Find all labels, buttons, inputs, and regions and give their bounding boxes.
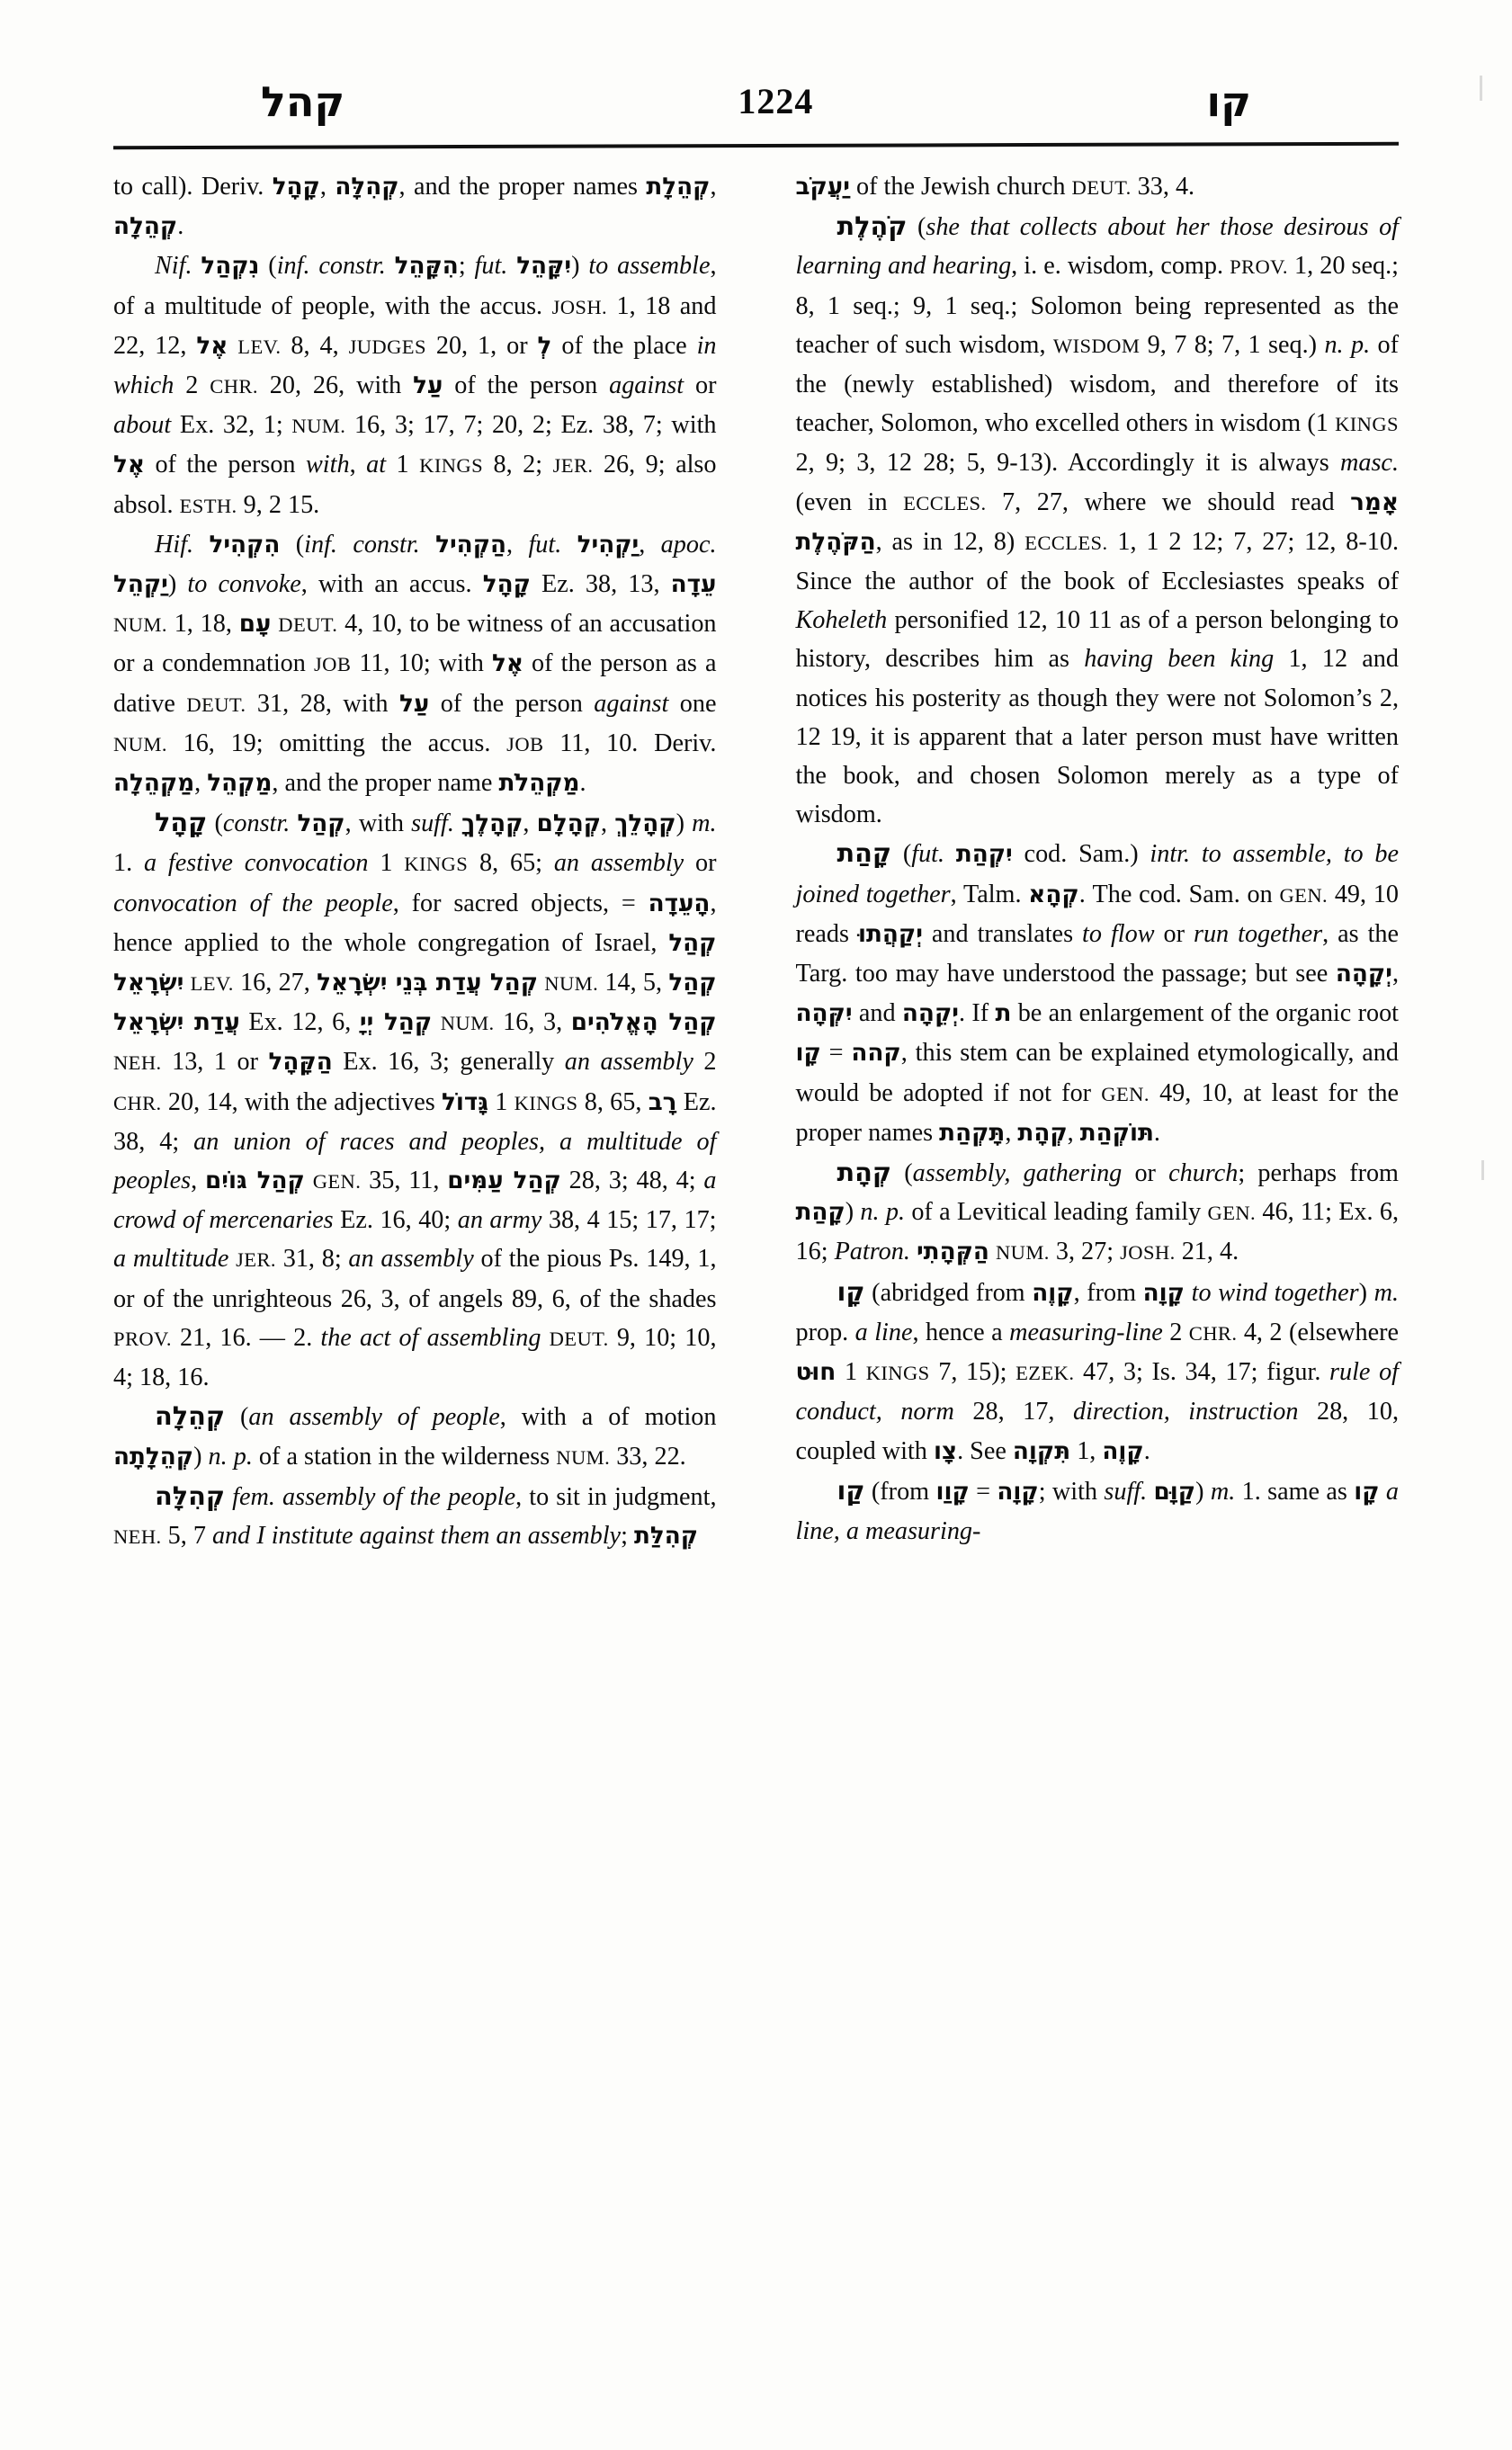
emphasis-text: about <box>113 411 172 440</box>
hebrew-word: תָּקְהַת <box>939 1119 1006 1147</box>
emphasis-text: to assemble <box>588 252 711 281</box>
hebrew-word: יִקְהַת <box>955 841 1013 869</box>
scripture-reference: DEUT. <box>1071 176 1132 199</box>
hebrew-word: יְקָהָה <box>1335 961 1392 988</box>
scripture-reference: KINGS <box>514 1091 578 1114</box>
hebrew-word: יְקַהֲתוּ <box>857 920 923 948</box>
hebrew-word: אֶל <box>113 452 145 479</box>
emphasis-text: an union of races and peoples, a multitude of peoples <box>113 1127 717 1195</box>
hebrew-word: קְהַל עֲדַת יִשְׂרָאֵל <box>113 970 717 1037</box>
scripture-reference: KINGS <box>1335 413 1399 436</box>
emphasis-text: Nif. <box>155 252 192 281</box>
emphasis-text: and I institute against them an assembly <box>211 1521 622 1550</box>
scripture-reference: NUM. <box>113 732 167 756</box>
hebrew-word: גָּדוֹל <box>441 1088 488 1116</box>
entry-paragraph-qehelah: קְהֵלָה (an assembly of people, with a of motion קְהֵלָתָה) n. p. of a station in the wilderness NUM. 33, 22. <box>113 1400 717 1471</box>
emphasis-text: the act of assembling <box>320 1323 541 1352</box>
emphasis-text: n. p. <box>860 1198 906 1227</box>
entry-paragraph-qahal-noun: קָהָל (constr. קְהַל, with suff. קְהָלֶךָ, קְהָלָם, קְהָלֵךְ) m. 1. a festive convocation 1 KINGS 8, 65; an assembly or convocation of the people, for sacred objects, = הָעֵדָה, hence applied to the whole congregation of Israel, קְהַל יִשְׂרָאֵל LEV. 16, 27, קְהַל עֲדַת בְּנֵי יִשְׂרָאֵל NUM. 14, 5, קְהַל עֲדַת יִשְׂרָאֵל Ex. 12, 6, קְהַל יְיָ NUM. 16, 3, קְהַל הָאֱלֹהִים NEH. 13, 1 or הַקָּהָל Ex. 16, 3; generally an assembly 2 CHR. 20, 14, with the adjectives גָּדוֹל 1 KINGS 8, 65, רָב Ez. 38, 4; an union of races and peoples, a multitude of peoples, קְהַל גּוֹיִם GEN. 35, 11, קְהַל עַמִּים 28, 3; 48, 4; a crowd of mercenaries Ez. 16, 40; an army 38, 4 15; 17, 17; a multitude JER. 31, 8; an assembly of the pious Ps. 149, 1, or of the unrighteous 26, 3, of angels 89, 6, of the shades PROV. 21, 16. — 2. the act of assembling DEUT. 9, 10; 10, 4; 18, 16. <box>113 807 717 1392</box>
hebrew-word: תִּקְוָה <box>1012 1437 1071 1465</box>
hebrew-word: יְקֵהָה <box>901 1000 959 1028</box>
hebrew-word: הִקָּהֵל <box>394 253 459 281</box>
scripture-reference: GEN. <box>1279 883 1329 907</box>
emphasis-text: intr. to assemble, to be joined together <box>795 840 1399 908</box>
hebrew-word: קָוַו <box>935 1478 970 1506</box>
hebrew-word: קְהֵלָת <box>646 174 711 201</box>
emphasis-text: to wind together <box>1191 1278 1359 1307</box>
scripture-reference: NUM. <box>995 1241 1050 1265</box>
scripture-reference: GEN. <box>1207 1202 1257 1225</box>
hebrew-word: קָו <box>837 1275 865 1307</box>
hebrew-word: יִקְּהָה <box>795 1000 853 1028</box>
scan-edge-mark <box>1481 1160 1484 1180</box>
hebrew-word: קְהַל עֲדַת בְּנֵי יִשְׂרָאֵל <box>317 970 539 997</box>
scripture-reference: NUM. <box>544 972 599 996</box>
entry-paragraph-yaaqov-cont: יַעֲקֹב of the Jewish church DEUT. 33, 4. <box>795 173 1195 201</box>
running-head-left-headword: קהל <box>261 77 345 126</box>
scripture-reference: LEV. <box>237 335 282 358</box>
hebrew-word: קְהִלַּת <box>633 1522 699 1550</box>
hebrew-word: הַקְּהָתִי <box>916 1238 989 1266</box>
hebrew-word: קְהֵלָה <box>113 213 178 241</box>
emphasis-text: n. p. <box>1324 330 1371 359</box>
emphasis-text: against <box>594 689 669 718</box>
entry-paragraph-qahath-verb: קָהַת (fut. יִקְהַת cod. Sam.) intr. to assemble, to be joined together, Talm. קְהָא. The cod. Sam. on GEN. 49, 10 reads יְקַהֲתוּ and translates to flow or run together, as the Targ. too may have understood the passage; but see יְקָהָה, יִקְּהָה and יְקֵהָה. If ת be an enlargement of the organic root קָו = קהה, this stem can be explained etymologically, and would be adopted if not for GEN. 49, 10, at least for the proper names תָּקְהַת, קְהָת, תּוֹקְהַת. <box>795 837 1400 1147</box>
hebrew-word: קַוָּם <box>1153 1478 1196 1506</box>
emphasis-text: in which <box>113 331 717 400</box>
scripture-reference: ESTH. <box>179 494 237 517</box>
emphasis-text: an assembly <box>553 849 684 878</box>
hebrew-word: קָו <box>795 1040 821 1068</box>
hebrew-word: רָב <box>648 1088 677 1116</box>
emphasis-text: direction, instruction <box>1072 1398 1299 1426</box>
emphasis-text: convocation of the people <box>113 889 393 917</box>
emphasis-text: constr. <box>222 809 291 838</box>
hebrew-word: מַקְהֵל <box>207 770 273 798</box>
emphasis-text: suff. <box>411 809 454 838</box>
emphasis-text: measuring-line <box>1009 1318 1163 1346</box>
scripture-reference: DEUT. <box>186 693 246 716</box>
scripture-reference: CHR. <box>210 375 258 398</box>
emphasis-text: an assembly <box>564 1048 693 1077</box>
hebrew-word: קַו <box>837 1474 865 1506</box>
emphasis-text: a crowd of mercenaries <box>113 1167 717 1235</box>
hebrew-word: קָוָה <box>997 1478 1039 1506</box>
hebrew-word: הַקְהִיל <box>435 531 507 559</box>
emphasis-text: an army <box>457 1206 542 1235</box>
hebrew-word: חוּט <box>795 1359 837 1387</box>
hebrew-word: יַקְהֵל <box>113 571 168 599</box>
scripture-reference: WISDOM <box>1052 334 1141 357</box>
hebrew-word: קְהָת <box>837 1157 892 1188</box>
hebrew-word: קֹהֶלֶת <box>837 210 908 242</box>
scripture-reference: GEN. <box>312 1170 362 1194</box>
scripture-reference: DEUT. <box>278 613 338 637</box>
hebrew-word: אָמַר הַקֹּהֶלֶת <box>795 488 1399 556</box>
emphasis-text: an assembly <box>348 1245 474 1274</box>
scripture-reference: KINGS <box>419 454 484 478</box>
emphasis-text: inf. constr. <box>276 252 386 281</box>
hebrew-word: יַעֲקֹב <box>795 174 850 201</box>
hebrew-word: קְהָת <box>1017 1119 1068 1147</box>
hebrew-word: צָו <box>933 1437 958 1465</box>
hebrew-word: קָהַת <box>837 837 892 869</box>
emphasis-text: fut. <box>911 840 945 869</box>
entry-paragraph-qav-2: קַו (from קָוַו = קָוָה; with suff. קַוָּם) m. 1. same as קָו a line, a measuring- <box>795 1474 1399 1545</box>
hebrew-word: יִקָּהֵל <box>516 253 572 281</box>
right-column <box>756 167 1400 2396</box>
hebrew-word: אֶל <box>491 650 523 678</box>
emphasis-text: fut. <box>528 530 562 559</box>
hebrew-word: קְהָלֵךְ <box>614 810 676 838</box>
emphasis-text: against <box>609 371 684 400</box>
emphasis-text: m. <box>692 809 717 838</box>
emphasis-text: she that collects about her those desirous of learning and hearing <box>795 213 1399 281</box>
entry-paragraph-qoheleth: קֹהֶלֶת (she that collects about her those desirous of learning and hearing, i. e. wisdom, comp. PROV. 1, 20 seq.; 8, 1 seq.; 9, 1 seq.; Solomon being represented as the teacher of such wisdom, WISDOM 9, 7 8; 7, 1 seq.) n. p. of the (newly established) wisdom, and therefore of its teacher, Solomon, who excelled others in wisdom (1 KINGS 2, 9; 3, 12 28; 5, 9-13). Accordingly it is always masc. (even in ECCLES. 7, 27, where we should read אָמַר הַקֹּהֶלֶת, as in 12, 8) ECCLES. 1, 1 2 12; 7, 27; 12, 8-10. Since the author of the book of Ecclesiastes speaks of Koheleth personified 12, 10 11 as of a person belonging to history, describes him as having been king 1, 12 and notices his posterity as though they were not Solomon’s 2, 12 19, it is apparent that a later person must have written the book, and chosen Solomon merely as a type of wisdom. <box>795 210 1400 829</box>
hebrew-word: הַקָּהָל <box>268 1049 333 1077</box>
hebrew-word: קהה <box>851 1040 901 1068</box>
hebrew-word: מַקְהֵלָה <box>113 770 195 798</box>
scripture-reference: PROV. <box>113 1327 172 1350</box>
hebrew-word: לְ <box>537 332 552 360</box>
emphasis-text: with <box>306 451 350 479</box>
emphasis-text: fem. assembly of the people <box>232 1482 516 1511</box>
emphasis-text: apoc. <box>660 530 717 559</box>
scripture-reference: ECCLES. <box>1024 531 1108 554</box>
scripture-reference: CHR. <box>1188 1321 1238 1345</box>
scripture-reference: JOB <box>313 653 352 676</box>
scripture-reference: NUM. <box>556 1445 611 1469</box>
emphasis-text: inf. constr. <box>304 530 420 559</box>
hebrew-word: עֵדָה <box>670 571 717 599</box>
header-rule <box>113 142 1399 149</box>
scripture-reference: GEN. <box>1101 1082 1150 1105</box>
hebrew-word: קָהָל <box>482 571 531 599</box>
scripture-reference: NEH. <box>113 1525 162 1548</box>
scripture-reference: NUM. <box>113 613 167 637</box>
hebrew-word: יַקְהִיל <box>577 531 640 559</box>
hebrew-word: קְהַל <box>297 810 345 838</box>
hebrew-word: הָעֵדָה <box>648 890 711 917</box>
hebrew-word: אֶל <box>196 332 228 360</box>
scripture-reference: JER. <box>552 454 594 478</box>
emphasis-text: assembly, gathering <box>912 1159 1123 1188</box>
emphasis-text: n. p. <box>208 1442 253 1471</box>
scripture-reference: JER. <box>236 1248 276 1272</box>
hebrew-word: קָוֶה <box>1102 1437 1144 1465</box>
hebrew-word: קָו <box>1354 1478 1380 1506</box>
hebrew-word: קְהִלָּה <box>335 174 399 201</box>
page-body <box>113 167 1399 2396</box>
hebrew-word: קְהַל הָאֱלֹהִים <box>570 1009 717 1037</box>
hebrew-word: עַל <box>398 690 430 718</box>
scripture-reference: JOSH. <box>1120 1241 1176 1265</box>
running-head <box>108 52 1404 126</box>
hebrew-word: קְהַל גּוֹיִם <box>205 1167 305 1195</box>
hebrew-word: קְהָלֶךָ <box>461 810 523 838</box>
hebrew-word: קְהַל יִשְׂרָאֵל <box>113 929 717 997</box>
hebrew-word: ת <box>995 1000 1012 1028</box>
hebrew-word: קָהָל <box>272 174 320 201</box>
hebrew-word: קָוֶה <box>1032 1279 1074 1307</box>
hebrew-word: קְהָלָם <box>536 810 602 838</box>
emphasis-text: m. <box>1210 1477 1236 1506</box>
scripture-reference: NEH. <box>113 1051 162 1075</box>
emphasis-text: run together <box>1193 919 1323 948</box>
scripture-reference: JUDGES <box>348 335 426 358</box>
emphasis-text: at <box>366 451 387 479</box>
emphasis-text: Koheleth <box>795 606 888 635</box>
emphasis-text: a line, a measuring- <box>795 1477 1399 1545</box>
emphasis-text: church <box>1168 1159 1239 1188</box>
scripture-reference: EZEK. <box>1015 1362 1075 1385</box>
emphasis-text: a line <box>854 1318 913 1346</box>
scripture-reference: JOB <box>506 732 544 756</box>
emphasis-text: to flow <box>1082 919 1155 948</box>
entry-paragraph-qav-1: קָו (abridged from קָוֶה, from קָוָה to wind together) m. prop. a line, hence a measuring-line 2 CHR. 4, 2 (elsewhere חוּט 1 KINGS 7, 15); EZEK. 47, 3; Is. 34, 17; figur. rule of conduct, norm 28, 17, direction, instruction 28, 10, coupled with צָו. See תִּקְוָה 1, קָוֶה. <box>795 1275 1400 1465</box>
emphasis-text: Patron. <box>834 1238 910 1266</box>
hebrew-word: עָם <box>238 611 272 639</box>
scripture-reference: ECCLES. <box>903 491 987 514</box>
hebrew-word: קְהֵלָה <box>155 1400 226 1432</box>
hebrew-word: עַל <box>413 372 443 400</box>
emphasis-text: a festive convocation <box>143 849 369 878</box>
scripture-reference: CHR. <box>113 1091 162 1114</box>
hebrew-word: קָהָל <box>155 807 208 838</box>
emphasis-text: suff. <box>1104 1477 1148 1506</box>
scripture-reference: NUM. <box>440 1012 495 1035</box>
hebrew-word: קָוָה <box>1142 1279 1185 1307</box>
scripture-reference: KINGS <box>404 853 469 876</box>
emphasis-text: fut. <box>474 252 508 281</box>
left-column <box>113 167 756 2396</box>
hebrew-word: קְהַל יְיָ <box>359 1009 433 1037</box>
hebrew-word: קְהֵלָתָה <box>113 1443 194 1471</box>
emphasis-text: having been king <box>1084 645 1275 674</box>
emphasis-text: an assembly of people <box>248 1403 500 1432</box>
hebrew-word: תּוֹקְהַת <box>1079 1119 1154 1147</box>
hebrew-word: הִקְהִיל <box>209 531 281 559</box>
entry-paragraph-hifil: Hif. הִקְהִיל (inf. constr. הַקְהִיל, fut. יַקְהִיל, apoc. יַקְהֵל) to convoke, with an accus. קָהָל Ez. 38, 13, עֵדָה NUM. 1, 18, עָם DEUT. 4, 10, to be witness of an accusation or a condemnation JOB 11, 10; with אֶל of the person as a dative DEUT. 31, 28, with עַל of the person against one NUM. 16, 19; omitting the accus. JOB 11, 10. Deriv. מַקְהֵלָה, מַקְהֵל, and the proper name מַקְהֵלֹת. <box>113 530 717 798</box>
scripture-reference: PROV. <box>1230 255 1288 279</box>
scripture-reference: KINGS <box>865 1362 930 1385</box>
emphasis-text: masc. <box>1340 449 1399 478</box>
scripture-reference: JOSH. <box>551 295 608 318</box>
scripture-reference: LEV. <box>190 972 234 996</box>
emphasis-text: Hif. <box>155 530 194 559</box>
emphasis-text: rule of conduct, norm <box>795 1358 1399 1426</box>
entry-paragraph-qehillah: קְהִלָּה fem. assembly of the people, to sit in judgment, NEH. 5, 7 and I institute against them an assembly; קְהִלַּת <box>113 1480 717 1550</box>
emphasis-text: to convoke <box>187 570 301 599</box>
hebrew-word: קָהַת <box>795 1199 845 1227</box>
emphasis-text: a multitude <box>113 1245 229 1274</box>
page-number: 1224 <box>738 81 814 121</box>
hebrew-word: קְהִלָּה <box>155 1480 226 1511</box>
entry-paragraph-nifal: Nif. נִקְהַל (inf. constr. הִקָּהֵל; fut. יִקָּהֵל) to assemble, of a multitude of people, with the accus. JOSH. 1, 18 and 22, 12, אֶל LEV. 8, 4, JUDGES 20, 1, or לְ of the place in which 2 CHR. 20, 26, with עַל of the person against or about Ex. 32, 1; NUM. 16, 3; 17, 7; 20, 2; Ez. 38, 7; with אֶל of the person with, at 1 KINGS 8, 2; JER. 26, 9; also absol. ESTH. 9, 2 15. <box>113 252 717 519</box>
hebrew-word: קְהַל עַמִּים <box>447 1167 561 1195</box>
scripture-reference: NUM. <box>291 415 346 438</box>
scripture-reference: DEUT. <box>549 1327 609 1350</box>
running-head-right-headword: קו <box>1206 77 1251 126</box>
entry-paragraph-qehath-name: קְהָת (assembly, gathering or church; perhaps from קָהַת) n. p. of a Levitical leading family GEN. 46, 11; Ex. 6, 16; Patron. הַקְּהָתִי NUM. 3, 27; JOSH. 21, 4. <box>795 1157 1399 1266</box>
emphasis-text: m. <box>1373 1278 1400 1307</box>
entry-paragraph-deriv-intro: to call). Deriv. קָהָל, קְהִלָּה, and the proper names קְהֵלָת, קְהֵלָה. <box>113 173 717 241</box>
hebrew-word: נִקְהַל <box>201 253 260 281</box>
hebrew-word: קְהָא <box>1028 881 1079 908</box>
scan-edge-mark <box>1480 76 1482 101</box>
hebrew-word: מַקְהֵלֹת <box>498 770 580 798</box>
